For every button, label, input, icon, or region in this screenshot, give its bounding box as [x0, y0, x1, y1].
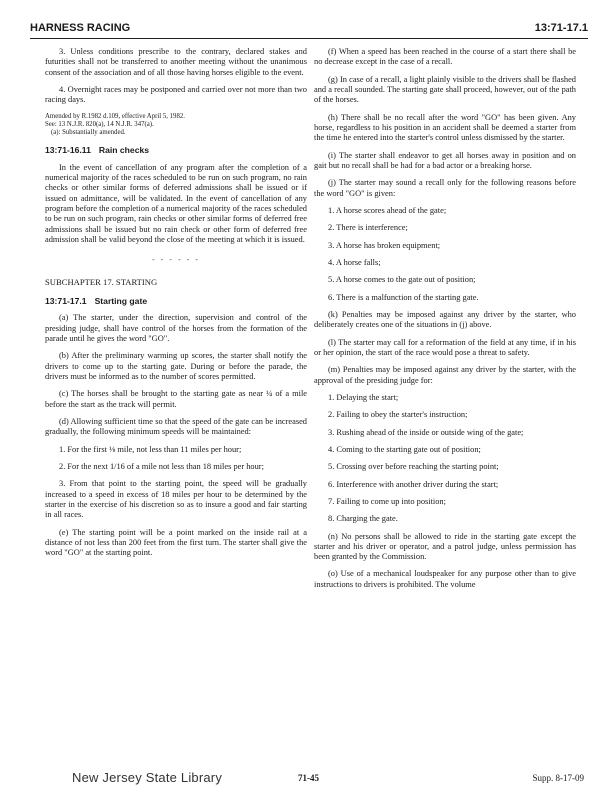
- paragraph-j: (j) The starter may sound a recall only for the following reasons before the word "GO" is given:: [314, 178, 576, 198]
- list-item-m1: 1. Delaying the start;: [328, 392, 399, 402]
- header-chapter-title: HARNESS RACING: [30, 22, 131, 34]
- running-header: [30, 20, 588, 39]
- page-footer: [30, 770, 588, 790]
- list-item-m4: 4. Coming to the starting gate out of position;: [328, 444, 481, 454]
- supplement-date: Supp. 8-17-09: [532, 773, 584, 783]
- list-item-m2: 2. Failing to obey the starter's instruction;: [328, 410, 468, 420]
- paragraph-intro-4: 4. Overnight races may be postponed and carried over not more than two racing days.: [45, 84, 307, 105]
- paragraph-a: (a) The starter, under the direction, supervision and control of the presiding judge, shall have control of the horses from the formation of the parade until he gives the word "GO".: [45, 313, 307, 343]
- list-item-j2: 2. There is interference;: [328, 223, 408, 233]
- list-item-m8: 8. Charging the gate.: [328, 514, 398, 524]
- paragraph-e: (e) The starting point will be a point marked on the inside rail at a distance of not less than 200 feet from the first turn. The starter shall give the word "GO" at the starting point.: [45, 527, 307, 558]
- section-title: Starting gate: [94, 295, 148, 306]
- list-item-d2: 2. For the next 1/16 of a mile not less than 18 miles per hour;: [59, 461, 264, 471]
- list-item-m7: 7. Failing to come up into position;: [328, 496, 446, 506]
- source-line-2: See: 13 N.J.R. 820(a), 14 N.J.R. 347(a).: [45, 120, 154, 128]
- list-item-j4: 4. A horse falls;: [328, 257, 381, 267]
- list-item-d1: 1. For the first ⅛ mile, not less than 11 miles per hour;: [59, 444, 242, 454]
- subchapter-title: SUBCHAPTER 17. STARTING: [45, 277, 158, 288]
- paragraph-k: (k) Penalties may be imposed against any driver by the starter, who deliberately creates one of the situations in (j) above.: [314, 309, 576, 330]
- paragraph-f: (f) When a speed has been reached in the course of a start there shall be no decrease except in the case of a recall.: [314, 47, 576, 67]
- section-title: Rain checks: [98, 145, 150, 156]
- section-divider: - - - - - -: [152, 255, 200, 265]
- list-item-m5: 5. Crossing over before reaching the starting point;: [328, 462, 499, 472]
- paragraph-h: (h) There shall be no recall after the word "GO" has been given. Any horse, regardless to his position in an accident shall be deemed a starter from the time he entered into the starter's control unless dismissed by the starter.: [314, 112, 576, 143]
- source-line-3: (a): Substantially amended.: [51, 128, 126, 136]
- section-heading-rain-checks: [45, 145, 307, 156]
- section-heading-starting-gate: [45, 296, 307, 307]
- list-item-j5: 5. A horse comes to the gate out of position;: [328, 275, 476, 285]
- paragraph-intro-3: 3. Unless conditions prescribe to the contrary, declared stakes and futurities shall not be transferred to another meeting without the unanimous consent of the association and of all those having horses eligible to the event.: [45, 47, 307, 77]
- header-section-number: 13:71-17.1: [534, 22, 588, 34]
- library-watermark: New Jersey State Library: [72, 770, 223, 785]
- paragraph-c: (c) The horses shall be brought to the starting gate as near ¼ of a mile before the start as the track will permit.: [45, 389, 307, 409]
- paragraph-b: (b) After the preliminary warming up scores, the starter shall notify the drivers to come up to the starting gate. During or before the parade, the drivers must be informed as to the number of scores permitted.: [45, 351, 307, 381]
- right-column: [314, 47, 576, 597]
- list-item-j6: 6. There is a malfunction of the starting gate.: [328, 292, 479, 302]
- list-item-d3: 3. From that point to the starting point, the speed will be gradually increased to a speed in excess of 18 miles per hour to be determined by the starter in the exercise of his discretion so as to insure a good and fair starting in all races.: [45, 479, 307, 520]
- paragraph-i: (i) The starter shall endeavor to get all horses away in position and on gait but no recall shall be had for a bad actor or a breaking horse.: [314, 150, 576, 170]
- list-item-m3: 3. Rushing ahead of the inside or outside wing of the gate;: [328, 427, 524, 437]
- list-item-j3: 3. A horse has broken equipment;: [328, 240, 441, 250]
- section-number: 13:71-17.1: [45, 295, 87, 306]
- left-column: [45, 47, 307, 565]
- paragraph-rain-checks: In the event of cancellation of any program after the completion of a numerical majority of the races scheduled to be run on such program, no rain checks or other similar forms of deferred admissions shall be issued or if issued on admittance, will be validated. In the event of cancellation of any program before the completion of a numerical majority of the races scheduled to be run on such program, rain checks or other similar forms of deferred free admissions shall be issued but no rain check or other form of deferred free admission shall be valid beyond the close of the meeting at which it is issued.: [45, 162, 307, 244]
- section-number: 13:71-16.11: [45, 145, 91, 156]
- page-number: 71-45: [298, 773, 319, 783]
- paragraph-d: (d) Allowing sufficient time so that the speed of the gate can be increased gradually, the following minimum speeds will be maintained:: [45, 416, 307, 437]
- list-item-m6: 6. Interference with another driver during the start;: [328, 479, 499, 489]
- source-line-1: Amended by R.1982 d.109, effective April 5, 1982.: [45, 112, 185, 120]
- source-note: [45, 113, 307, 137]
- paragraph-n: (n) No persons shall be allowed to ride in the starting gate except the starter and his driver or operator, and a patrol judge, unless permission has been granted by the Commission.: [314, 531, 576, 562]
- list-item-j1: 1. A horse scores ahead of the gate;: [328, 205, 447, 215]
- paragraph-m: (m) Penalties may be imposed against any driver by the starter, with the approval of the presiding judge for:: [314, 365, 576, 385]
- paragraph-g: (g) In case of a recall, a light plainly visible to the drivers shall be flashed and a recall sounded. The starting gate shall proceed, however, out of the path of the horses.: [314, 74, 576, 105]
- paragraph-l: (l) The starter may call for a reformation of the field at any time, if in his or her opinion, the start of the race would pose a threat to safety.: [314, 337, 576, 357]
- paragraph-o: (o) Use of a mechanical loudspeaker for any purpose other than to give instructions to drivers is prohibited. The volume: [314, 569, 576, 589]
